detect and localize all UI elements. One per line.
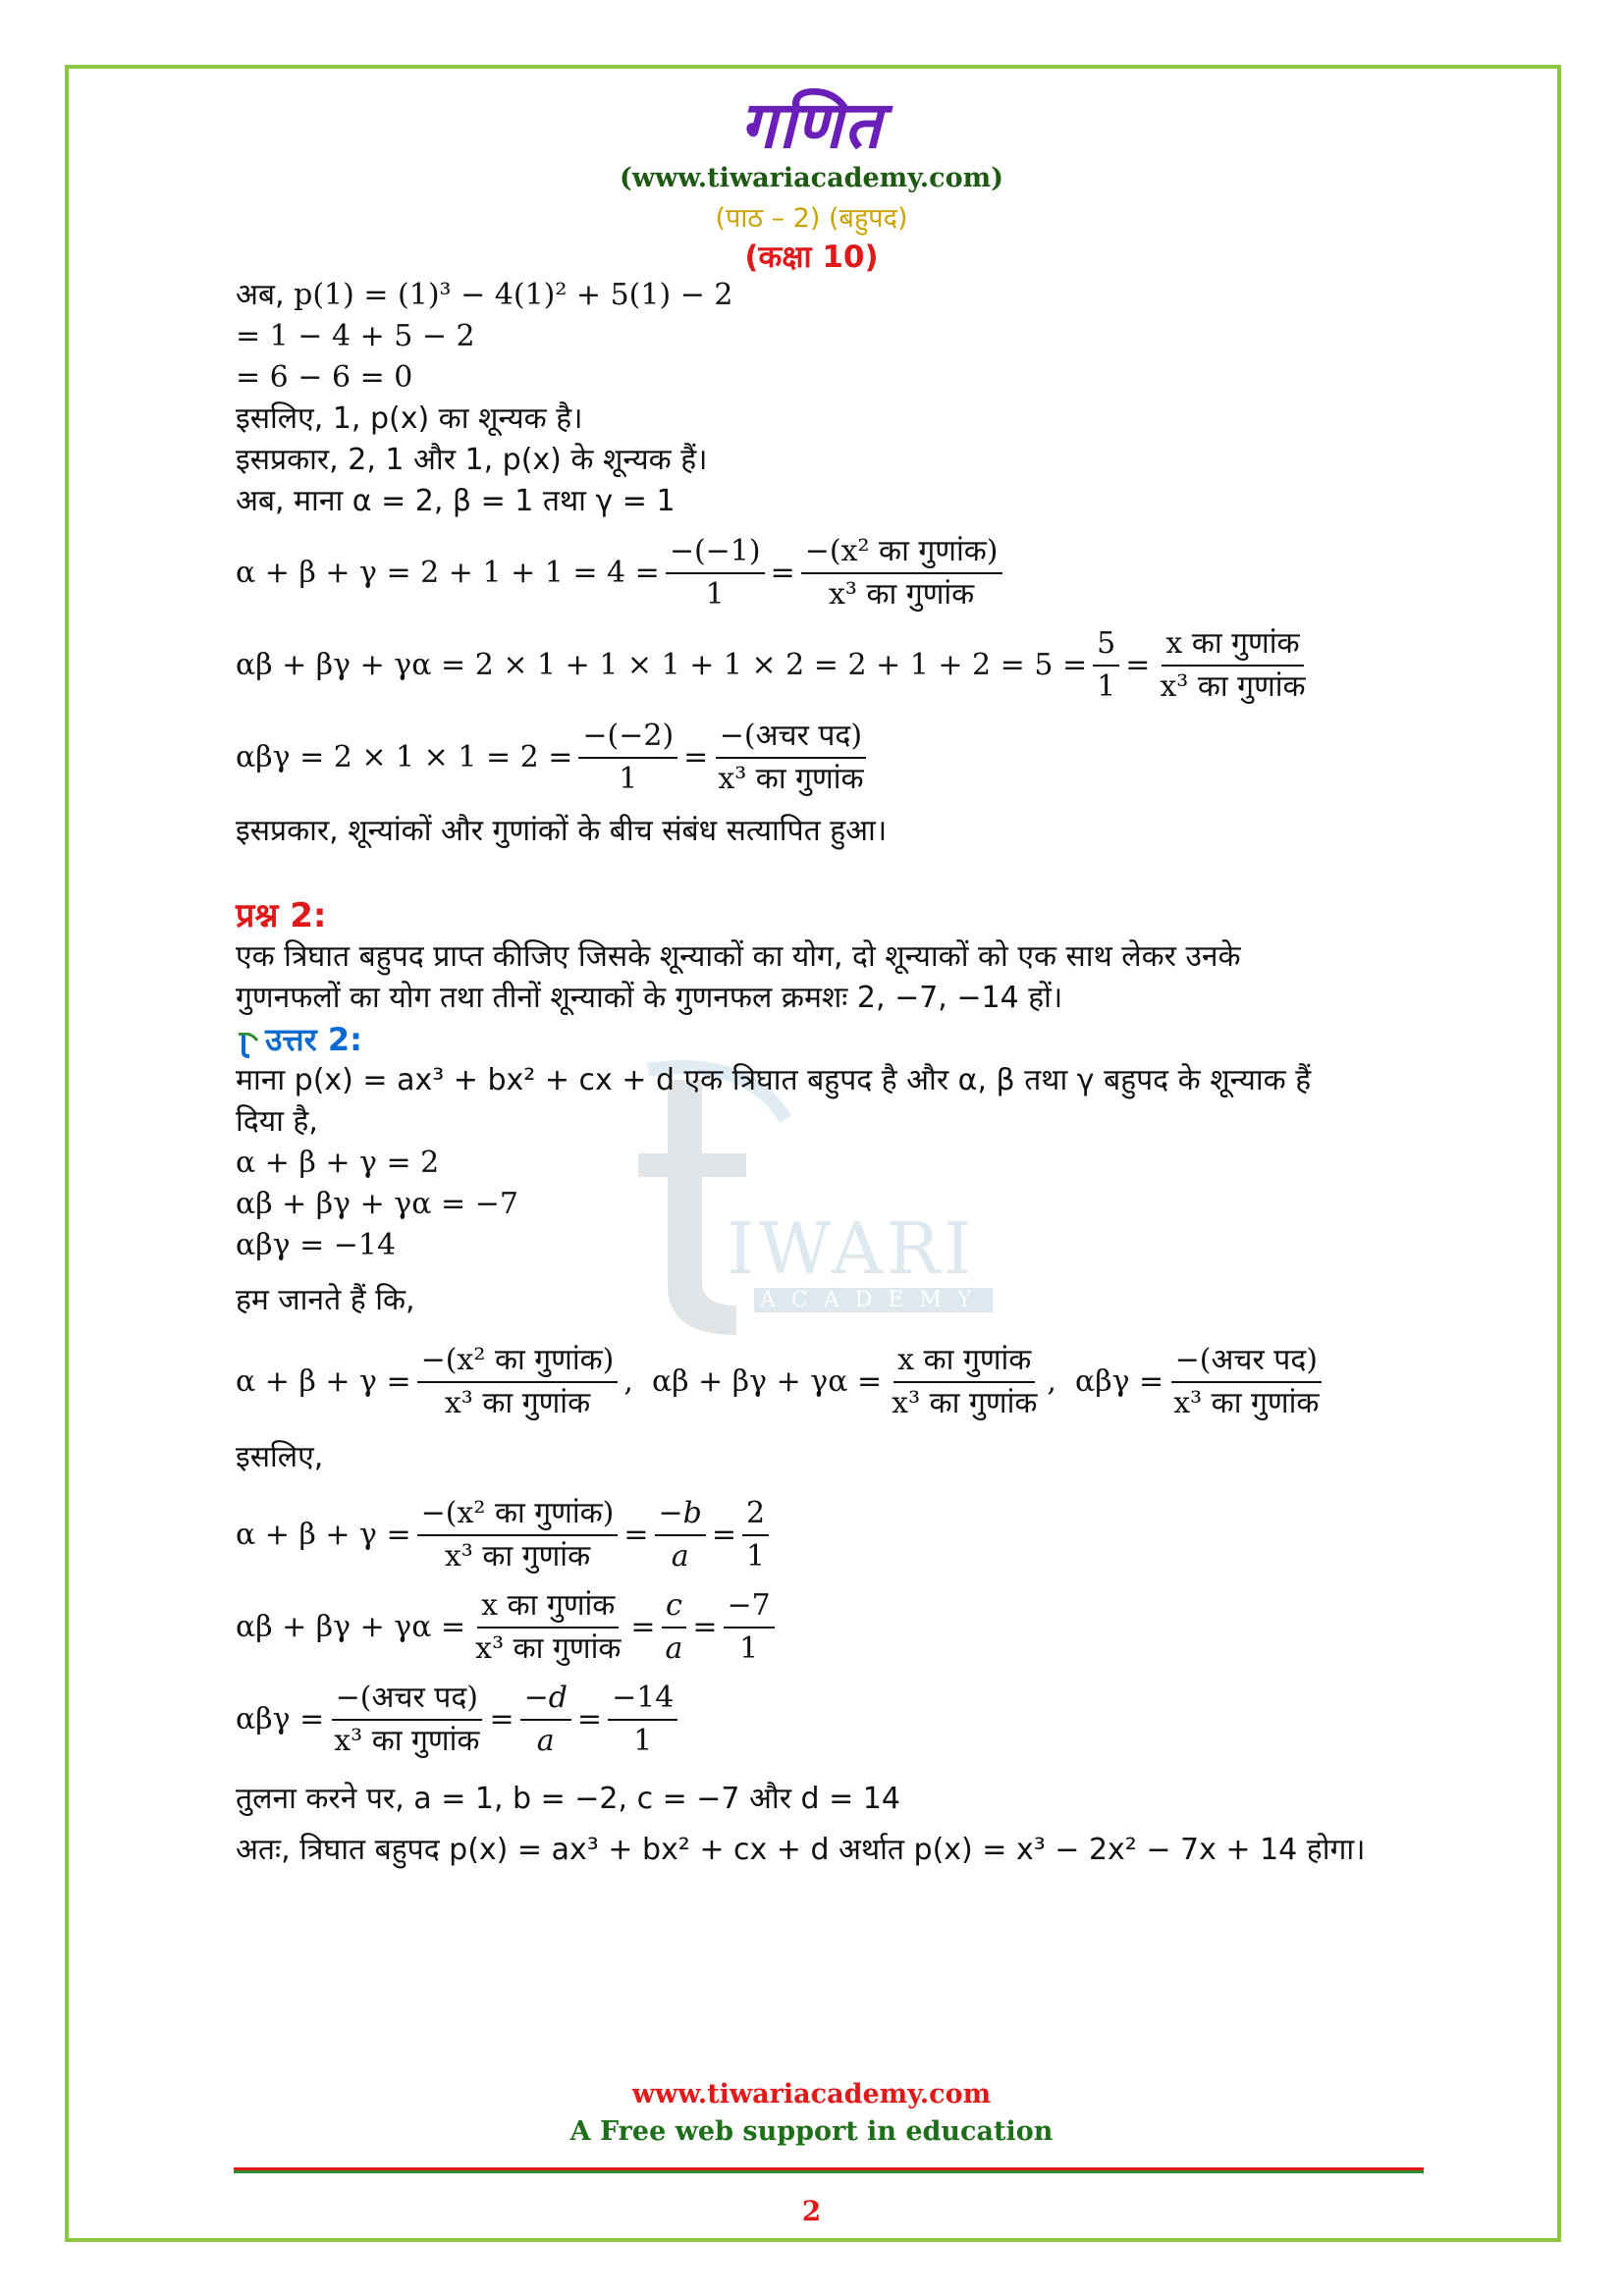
question-title: प्रश्न 2:: [236, 896, 327, 935]
question-text-2: गुणनफलों का योग तथा तीनों शून्याकों के गुणनफल क्रमशः 2, −7, −14 हों।: [236, 981, 1063, 1015]
answer-line-1: माना p(x) = ax³ + bx² + cx + d एक त्रिघात बहुपद है और α, β तथा γ बहुपद के शून्याक हैं: [236, 1063, 1312, 1097]
main-content: [236, 275, 1414, 1871]
page-number: 2: [801, 2195, 822, 2227]
footer-tagline: A Free web support in education: [569, 2116, 1054, 2147]
watermark-brand: IWARI: [727, 1207, 976, 1290]
p3-line: = 6 − 6 = 0: [236, 360, 413, 395]
chapter-label: (पाठ – 2) (बहुपद): [715, 203, 908, 234]
assume-statement: अब, माना α = 2, β = 1 तथा γ = 1: [236, 484, 676, 518]
zero-statement: इसलिए, 1, p(x) का शून्यक है।: [236, 401, 583, 436]
given-sum: α + β + γ = 2: [236, 1146, 440, 1180]
zeros-statement: इसप्रकार, 2, 1 और 1, p(x) के शून्यक हैं।: [236, 443, 708, 477]
product-relation: αβγ = $\frac{\text{−(अचर पद)}}{\text{x³ का गुणांक}}$ = $\frac{-d}{a}$ = $\frac{-14}{1}$: [236, 1679, 1414, 1761]
footer-website[interactable]: www.tiwariacademy.com: [631, 2079, 992, 2109]
known-relations: α + β + γ = $\frac{\text{−(x² का गुणांक)}}{\text{x³ का गुणांक}}$ , αβ + βγ + γα = $\frac{\text{x का गुणांक}}{\text{x³ का गुणांक}}$ , αβγ = $\frac{\text{−(अचर पद)}}{\text{x³ का गुणांक}}$: [236, 1341, 1414, 1423]
class-label: (कक्षा 10): [744, 240, 879, 275]
header-website[interactable]: (www.tiwariacademy.com): [620, 163, 1003, 193]
question-text-1: एक त्रिघात बहुपद प्राप्त कीजिए जिसके शून्याकों का योग, दो शून्याकों को एक साथ लेकर उनके: [236, 939, 1241, 974]
therefore-label: इसलिए,: [236, 1440, 324, 1474]
watermark-sub: ACADEMY: [754, 1288, 993, 1312]
comparison-result: तुलना करने पर, a = 1, b = −2, c = −7 और d = 14: [236, 1782, 900, 1816]
final-polynomial: अतः, त्रिघात बहुपद p(x) = ax³ + bx² + cx + d अर्थात p(x) = x³ − 2x² − 7x + 14 होगा।: [236, 1833, 1366, 1867]
footer-divider: [234, 2167, 1424, 2173]
subject-title: गणित: [739, 87, 884, 163]
p2-line: = 1 − 4 + 5 − 2: [236, 319, 475, 353]
answer-title: उत्तर 2:: [265, 1021, 362, 1058]
pair-sum-relation: αβ + βγ + γα = $\frac{\text{x का गुणांक}}{\text{x³ का गुणांक}}$ = $\frac{c}{a}$ = $\frac{-7}{1}$: [236, 1586, 1414, 1669]
p1-line: अब, p(1) = (1)³ − 4(1)² + 5(1) − 2: [236, 278, 733, 312]
given-product: αβγ = −14: [236, 1228, 397, 1262]
sum-relation: α + β + γ = $\frac{\text{−(x² का गुणांक)}}{\text{x³ का गुणांक}}$ = $\frac{-b}{a}$ = $\frac{2}{1}$: [236, 1494, 1414, 1576]
answer-title-row: [236, 1019, 1414, 1060]
tiwari-logo-icon: [236, 1027, 261, 1052]
we-know: हम जानते हैं कि,: [236, 1283, 415, 1317]
answer-line-2: दिया है,: [236, 1104, 318, 1139]
sum-equation: α + β + γ = 2 + 1 + 1 = 4 = $\frac{-(-1)}{1}$ = $\frac{\text{−(x² का गुणांक)}}{\text{x³ का गुणांक}}$: [236, 532, 1414, 614]
verification-conclusion: इसप्रकार, शून्यांकों और गुणांकों के बीच संबंध सत्यापित हुआ।: [236, 814, 888, 848]
product-equation: αβγ = 2 × 1 × 1 = 2 = $\frac{-(-2)}{1}$ = $\frac{\text{−(अचर पद)}}{\text{x³ का गुणांक}}$: [236, 717, 1414, 799]
pair-product-equation: αβ + βγ + γα = 2 × 1 + 1 × 1 + 1 × 2 = 2 + 1 + 2 = 5 = $\frac{5}{1}$ = $\frac{\text{x का गुणांक}}{\text{x³ का गुणांक}}$: [236, 626, 1306, 704]
given-pair-sum: αβ + βγ + γα = −7: [236, 1187, 518, 1221]
